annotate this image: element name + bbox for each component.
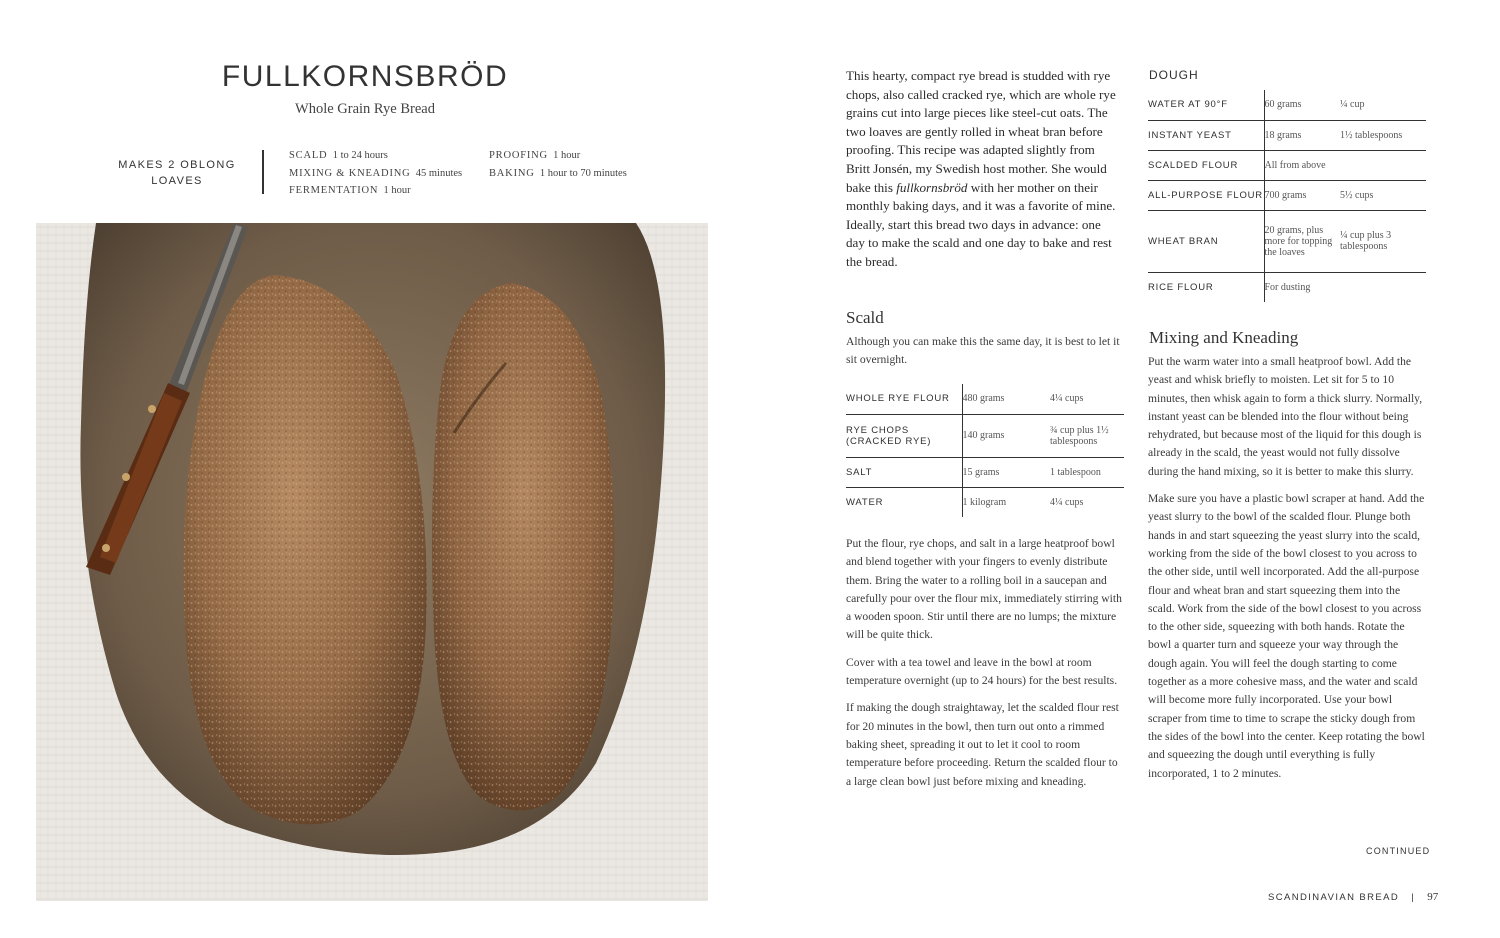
- ingredient-grams: 20 grams, plus more for topping the loaves: [1264, 210, 1340, 272]
- continued-label: CONTINUED: [1366, 846, 1431, 856]
- scald-note: Although you can make this the same day, it is best to let it sit overnight.: [846, 335, 1120, 367]
- yield-text: MAKES 2 OBLONG LOAVES: [118, 159, 236, 187]
- recipe-title: FULLKORNSBRÖD: [221, 60, 509, 93]
- section-name: SCANDINAVIAN BREAD: [1268, 892, 1400, 903]
- ingredient-volume: 1½ tablespoons: [1340, 129, 1403, 141]
- timing-column-right: [489, 147, 627, 182]
- ingredient-volume: ¼ cup: [1340, 99, 1365, 111]
- ingredient-name: WHEAT BRAN: [1148, 235, 1219, 247]
- ingredient-name: SALT: [846, 466, 873, 478]
- timing-fermentation: [289, 182, 462, 200]
- bread-photo: [36, 223, 708, 901]
- scald-step: Put the flour, rye chops, and salt in a large heatproof bowl and blend together with your fingers to evenly distribute them. Bring the water to a rolling boil in a saucepan and carefully pour over the flour mix, immediately stirring with a wooden spoon. Stir until there are no lumps; the mixture will be quite thick.: [846, 537, 1122, 642]
- ingredient-name: RYE CHOPS (CRACKED RYE): [846, 424, 932, 447]
- timing-label: SCALD: [289, 150, 328, 161]
- timing-baking: [489, 165, 627, 183]
- intro-paragraph: [846, 67, 1122, 272]
- table-row: [1148, 272, 1426, 302]
- timing-column-left: [289, 147, 462, 200]
- scald-step: Cover with a tea towel and leave in the bowl at room temperature overnight (up to 24 hours) for the best results.: [846, 655, 1118, 688]
- ingredient-grams: 480 grams: [962, 384, 1050, 414]
- ingredient-volume: [1340, 150, 1426, 180]
- mixing-step: Make sure you have a plastic bowl scraper at hand. Add the yeast slurry to the bowl of the scalded flour. Plunge both hands in and start squeezing the yeast slurry into the scald, working from the side of the bowl closest to you across to the other side, until well incorporated. Add the all-purpose flour and wheat bran and start squeezing them into the scald. Work from the side of the bowl closest to you across to the other side, squeezing with both hands. Rotate the bowl a quarter turn and squeeze your way through the dough again. You will feel the dough starting to come together as a more cohesive mass, and the water and scald will become more fully incorporated. Use your bowl scraper from time to time to scrape the sticky dough from the sides of the bowl into the center. Keep rotating the bowl and squeezing the dough until everything is fully incorporated, 1 to 2 minutes.: [1148, 492, 1425, 780]
- page-footer: [1268, 891, 1438, 903]
- ingredient-grams: 60 grams: [1264, 90, 1340, 120]
- recipe-subtitle: Whole Grain Rye Bread: [295, 101, 435, 117]
- ingredient-name: WATER AT 90°F: [1148, 99, 1228, 111]
- ingredient-name: WHOLE RYE FLOUR: [846, 393, 950, 405]
- ingredient-grams: 700 grams: [1264, 180, 1340, 210]
- timing-value: 45 minutes: [415, 167, 463, 179]
- ingredient-volume: 1 tablespoon: [1050, 466, 1101, 478]
- table-row: [846, 457, 1124, 487]
- timing-value: 1 hour to 70 minutes: [539, 167, 627, 179]
- intro-italic: fullkornsbröd: [896, 179, 968, 195]
- ingredient-name: ALL-PURPOSE FLOUR: [1148, 189, 1263, 201]
- dough-ingredient-table: [1148, 90, 1426, 302]
- timing-label: MIXING & KNEADING: [289, 167, 411, 179]
- intro-text: with her mother on their monthly baking days, and it was a favorite of mine. Ideally, start this bread two days in advance: one day to make the scald and one day to bake and rest the bread.: [846, 179, 1116, 269]
- table-row: [846, 487, 1124, 517]
- ingredient-grams: 18 grams: [1264, 120, 1340, 150]
- timing-mixing: [289, 165, 462, 183]
- intro-text: This hearty, compact rye bread is studded with rye chops, also called cracked rye, which are whole rye grains cut into large pieces like steel-cut oats. The two loaves are gently rolled in wheat bran before proofing. This recipe was adapted slightly from Britt Jonsén, my Swedish host mother. She would bake this: [846, 68, 1116, 195]
- table-row: [1148, 210, 1426, 272]
- scald-step: If making the dough straightaway, let the scalded flour rest for 20 minutes in the bowl, then turn out onto a rimmed baking sheet, spreading it out to let it cool to room temperature before proceeding. Return the scalded flour to a large clean bowl just before mixing and kneading.: [846, 701, 1119, 788]
- ingredient-volume: 5½ cups: [1340, 189, 1374, 201]
- ingredient-name: RICE FLOUR: [1148, 281, 1214, 293]
- ingredient-volume: ¾ cup plus 1½ tablespoons: [1050, 424, 1109, 447]
- page-number: 97: [1427, 891, 1439, 903]
- ingredient-grams: 140 grams: [962, 414, 1050, 457]
- ingredient-volume: 4¼ cups: [1050, 496, 1084, 508]
- timing-label: PROOFING: [489, 150, 548, 161]
- ingredient-volume: [1340, 272, 1426, 302]
- timing-proofing: [489, 147, 627, 165]
- timing-value: 1 to 24 hours: [332, 150, 388, 161]
- table-row: [1148, 120, 1426, 150]
- ingredient-volume: 4¼ cups: [1050, 393, 1084, 405]
- mixing-heading: Mixing and Kneading: [1149, 328, 1299, 347]
- ingredient-grams: 1 kilogram: [962, 487, 1050, 517]
- table-row: [1148, 90, 1426, 120]
- mixing-step: Put the warm water into a small heatproof bowl. Add the yeast and whisk briefly to moisten. Let sit for 5 to 10 minutes, then whisk again to form a thick slurry. Normally, instant yeast can be blended into the flour without being rehydrated, but because most of the liquid for this dough is already in the scald, the yeast would not fully dissolve during the hand mixing, so it is better to make this slurry.: [1148, 355, 1423, 478]
- ingredient-name: WATER: [846, 496, 884, 508]
- footer-separator: |: [1411, 892, 1416, 903]
- table-row: [1148, 150, 1426, 180]
- dough-heading: DOUGH: [1149, 68, 1199, 82]
- mixing-instructions: [1148, 353, 1427, 792]
- scald-heading: Scald: [846, 308, 884, 327]
- timing-scald: [289, 147, 462, 165]
- table-row: [1148, 180, 1426, 210]
- ingredient-grams: All from above: [1264, 150, 1340, 180]
- table-row: [846, 414, 1124, 457]
- scald-instructions: [846, 535, 1122, 800]
- table-row: [846, 384, 1124, 414]
- timing-value: 1 hour: [383, 185, 411, 196]
- ingredient-grams: For dusting: [1264, 272, 1340, 302]
- ingredient-grams: 15 grams: [962, 457, 1050, 487]
- ingredient-name: SCALDED FLOUR: [1148, 159, 1239, 171]
- ingredient-name: INSTANT YEAST: [1148, 129, 1232, 141]
- timing-label: FERMENTATION: [289, 185, 379, 196]
- timing-value: 1 hour: [553, 150, 581, 161]
- ingredient-volume: ¼ cup plus 3 tablespoons: [1340, 230, 1392, 252]
- scald-ingredient-table: [846, 384, 1124, 517]
- timing-label: BAKING: [489, 167, 535, 179]
- yield-divider: [262, 150, 264, 194]
